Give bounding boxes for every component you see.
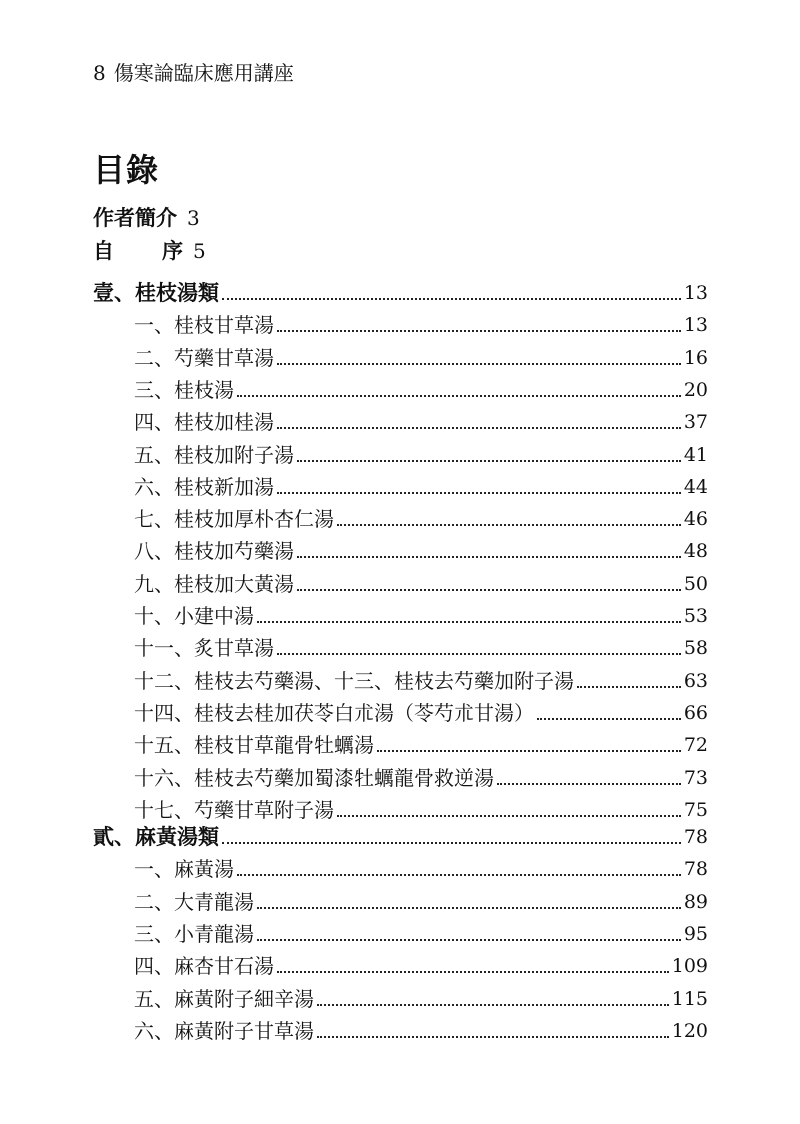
- dot-leader: [277, 363, 681, 365]
- toc-entry-page: 48: [683, 540, 708, 563]
- dot-leader: [277, 427, 681, 429]
- dot-leader: [297, 460, 681, 462]
- toc-entry-row: [0, 309, 800, 339]
- toc-entry-page: 109: [671, 955, 708, 978]
- toc-entry-page: 13: [683, 314, 708, 337]
- toc-entry-page: 115: [671, 987, 708, 1010]
- toc-entry-row: [0, 503, 800, 533]
- toc-entry-page: 20: [683, 378, 708, 401]
- toc-chapter-page: 13: [683, 282, 708, 304]
- toc-entry-label: 三、小青龍湯: [134, 921, 254, 946]
- toc-entry-label: 二、大青龍湯: [134, 889, 254, 914]
- toc-entry-row: [0, 632, 800, 662]
- dot-leader: [237, 395, 681, 397]
- toc-entry-label: 十六、桂枝去芍藥加蜀漆牡蠣龍骨救逆湯: [134, 765, 494, 790]
- front-matter-label: 作者簡介: [93, 206, 177, 230]
- toc-entry-label: 十二、桂枝去芍藥湯、十三、桂枝去芍藥加附子湯: [134, 668, 574, 693]
- dot-leader: [257, 907, 681, 909]
- toc-entry-row: [0, 568, 800, 598]
- toc-entry-label: 六、麻黃附子甘草湯: [134, 1018, 314, 1043]
- dot-leader: [297, 589, 681, 591]
- front-matter-preface: [93, 235, 206, 265]
- dot-leader: [497, 783, 681, 785]
- dot-leader: [222, 842, 681, 844]
- dot-leader: [317, 1004, 669, 1006]
- toc-entry-page: 120: [671, 1019, 708, 1042]
- dot-leader: [277, 492, 681, 494]
- toc-entry-row: [0, 729, 800, 759]
- running-header: [93, 57, 294, 86]
- toc-entry-page: 37: [683, 411, 708, 434]
- dot-leader: [222, 298, 681, 300]
- toc-entry-page: 66: [683, 701, 708, 724]
- toc-entry-row: [0, 439, 800, 469]
- header-page-number: 8: [93, 61, 106, 85]
- dot-leader: [257, 621, 681, 623]
- toc-entry-label: 五、桂枝加附子湯: [134, 442, 294, 467]
- dot-leader: [577, 686, 681, 688]
- toc-entry-label: 十七、芍藥甘草附子湯: [134, 797, 334, 822]
- toc-chapter-page: 78: [683, 826, 708, 848]
- toc-title: 目錄: [93, 151, 160, 189]
- toc-entry-label: 一、麻黃湯: [134, 857, 234, 882]
- toc-entry-row: [0, 762, 800, 792]
- toc-entry-label: 八、桂枝加芍藥湯: [134, 539, 294, 564]
- toc-entry-page: 89: [683, 890, 708, 913]
- toc-entry-row: [0, 342, 800, 372]
- toc-entry-row: [0, 406, 800, 436]
- toc-entry-page: 46: [683, 508, 708, 531]
- front-matter-author: [93, 202, 200, 232]
- toc-entry-page: 50: [683, 572, 708, 595]
- toc-entry-page: 78: [683, 858, 708, 881]
- dot-leader: [257, 939, 681, 941]
- dot-leader: [297, 556, 681, 558]
- toc-chapter-label: 壹、桂枝湯類: [93, 281, 219, 305]
- toc-entry-label: 十四、桂枝去桂加茯苓白朮湯（苓芍朮甘湯）: [134, 700, 534, 725]
- dot-leader: [377, 750, 681, 752]
- toc-entry-label: 六、桂枝新加湯: [134, 474, 274, 499]
- dot-leader: [237, 874, 681, 876]
- dot-leader: [537, 718, 681, 720]
- dot-leader: [337, 524, 681, 526]
- toc-entry-row: [0, 374, 800, 404]
- toc-entry-label: 七、桂枝加厚朴杏仁湯: [134, 507, 334, 532]
- dot-leader: [277, 653, 681, 655]
- toc-entry-row: [0, 853, 800, 883]
- toc-chapter-row: [0, 821, 800, 851]
- preface-char-1: 自: [93, 239, 114, 263]
- toc-entry-row: [0, 983, 800, 1013]
- toc-entry-label: 三、桂枝湯: [134, 377, 234, 402]
- toc-entry-row: [0, 665, 800, 695]
- toc-entry-row: [0, 535, 800, 565]
- toc-entry-label: 五、麻黃附子細辛湯: [134, 986, 314, 1011]
- toc-entry-page: 75: [683, 798, 708, 821]
- preface-char-2: 序: [162, 239, 183, 263]
- toc-entry-row: [0, 600, 800, 630]
- front-matter-label: [93, 235, 183, 265]
- toc-entry-row: [0, 950, 800, 980]
- dot-leader: [337, 815, 681, 817]
- toc-entry-label: 四、桂枝加桂湯: [134, 410, 274, 435]
- toc-entry-page: 58: [683, 637, 708, 660]
- toc-entry-row: [0, 697, 800, 727]
- toc-entry-page: 63: [683, 669, 708, 692]
- dot-leader: [277, 971, 669, 973]
- toc-entry-page: 44: [683, 475, 708, 498]
- front-matter-page: 3: [187, 206, 200, 230]
- toc-entry-page: 72: [683, 734, 708, 757]
- toc-entry-label: 一、桂枝甘草湯: [134, 313, 274, 338]
- dot-leader: [317, 1036, 669, 1038]
- toc-entry-page: 53: [683, 605, 708, 627]
- toc-entry-row: [0, 886, 800, 916]
- toc-entry-label: 二、芍藥甘草湯: [134, 345, 274, 370]
- front-matter-page: 5: [193, 239, 206, 263]
- toc-chapter-row: [0, 277, 800, 307]
- toc-entry-row: [0, 471, 800, 501]
- toc-entry-page: 41: [683, 443, 708, 466]
- toc-entry-label: 十一、炙甘草湯: [134, 636, 274, 661]
- toc-entry-page: 95: [683, 922, 708, 945]
- toc-entry-label: 四、麻杏甘石湯: [134, 954, 274, 979]
- toc-entry-label: 十、小建中湯: [134, 604, 254, 628]
- toc-chapter-label: 貳、麻黃湯類: [93, 825, 219, 849]
- dot-leader: [277, 330, 681, 332]
- toc-entry-page: 73: [683, 766, 708, 789]
- toc-entry-row: [0, 794, 800, 824]
- toc-entry-label: 十五、桂枝甘草龍骨牡蠣湯: [134, 733, 374, 758]
- toc-entry-row: [0, 918, 800, 948]
- toc-entry-row: [0, 1015, 800, 1045]
- toc-entry-page: 16: [683, 346, 708, 369]
- header-book-title: 傷寒論臨床應用講座: [113, 61, 294, 85]
- toc-entry-label: 九、桂枝加大黃湯: [134, 571, 294, 596]
